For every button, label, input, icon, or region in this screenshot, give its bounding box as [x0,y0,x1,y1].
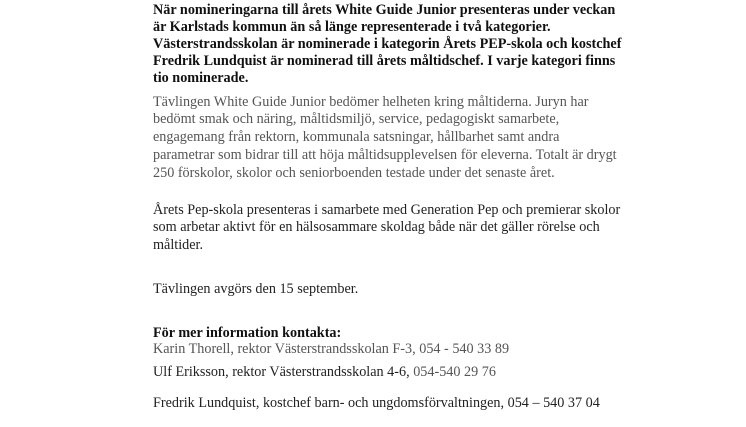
lead-paragraph: När nomineringarna till årets White Guide Junior presenteras under veckan är Karlstads kommun än så länge representerade i två kategorier. Västerstrandsskolan är nominerade i kategorin Årets PEP-skola och kostchef Fredrik Lundquist är nominerad till årets måltidschef. I varje kategori finns tio nominerade. [153,2,622,86]
body-paragraph-competition: Tävlingen White Guide Junior bedömer helheten kring måltiderna. Juryn har bedömt smak och näring, måltidsmiljö, service, pedagogiskt samarbete, engagemang från rektorn, kommunala satsningar, hållbarhet samt andra parametrar som bidrar till att höja måltidsupplevelsen för eleverna. Totalt är drygt 250 förskolor, skolor och seniorboenden testade under det senaste året. [153,93,617,181]
contact-person-1: Karin Thorell, rektor Västerstrandsskolan F-3, 054 - 540 33 89 [153,340,510,357]
body-paragraph-pep-school: Årets Pep-skola presenteras i samarbete med Generation Pep och premierar skolor som arbetar aktivt för en hälsosammare skoldag både när det gäller rörelse och måltider. [153,201,621,254]
press-release [153,2,623,427]
contact-person-2-name: Ulf Eriksson, rektor Västerstrandsskolan 4-6, [153,363,414,380]
contact-heading: För mer information kontakta: [153,324,342,341]
contact-person-3: Fredrik Lundquist, kostchef barn- och ungdomsförvaltningen, 054 – 540 37 04 [153,394,600,411]
body-paragraph-date: Tävlingen avgörs den 15 september. [153,280,359,297]
contact-person-2 [153,364,623,381]
contact-person-2-phone: 054-540 29 76 [413,363,496,380]
